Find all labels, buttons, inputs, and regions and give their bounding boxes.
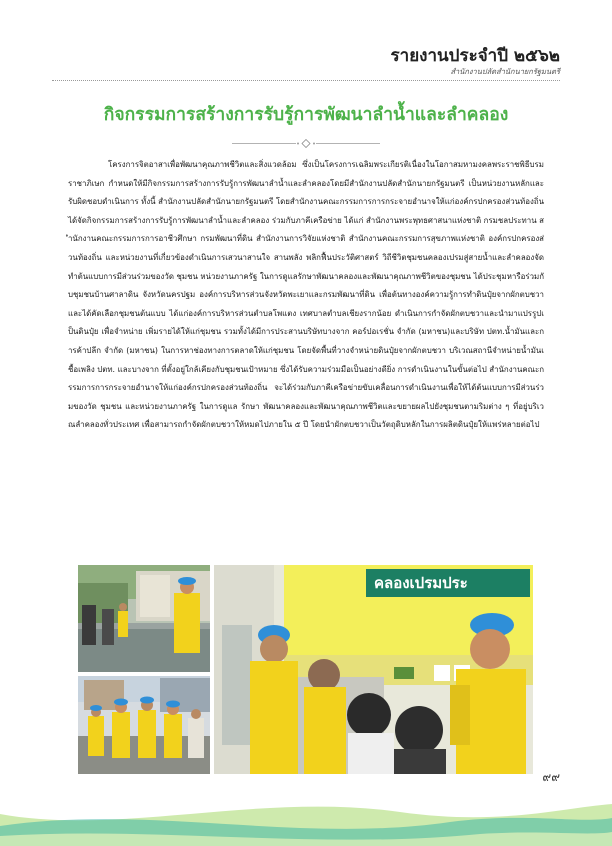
exhibition-sign-text: คลองเปรมประ	[366, 569, 530, 597]
office-name: สำนักงานปลัดสำนักนายกรัฐมนตรี	[450, 67, 560, 76]
article-body: โครงการจิตอาสาเพื่อพัฒนาคุณภาพชีวิตและสิ่งแวดล้อม ซึ่งเป็นโครงการเฉลิมพระเกียรติเนื่องในโอกาสมหามงคลพระราชพิธีบรมราชาภิเษก กำหนดให้มีกิจกรรมการสร้างการรับรู้การพัฒนาลำน้ำและลำคลองโดยมีสำนักงานปลัดสำนักนายกรัฐมนตรี เป็นหน่วยงานหลักและรับผิดชอบดำเนินการ ทั้งนี้ สำนักงานปลัดสำนักนายกรัฐมนตรี โดยสำนักงานคณะกรรมการการกระจายอำนาจให้แก่องค์กรปกครองส่วนท้องถิ่นได้จัดกิจกรรมการสร้างการรับรู้การพัฒนาลำน้ำและลำคลอง ร่วมกับภาคีเครือข่าย ได้แก่ สำนักงานพระพุทธศาสนาแห่งชาติ กรมชลประทาน สำนักงานคณะกรรมการการอาชีวศึกษา กรมพัฒนาที่ดิน สำนักงานการวิจัยแห่งชาติ สำนักงานคณะกรรมการสุขภาพแห่งชาติ องค์กรปกครองส่วนท้องถิ่น และหน่วยงานที่เกี่ยวข้องดำเนินการเสวนาสานใจ สานพลัง พลิกฟื้นประวัติศาสตร์ วิถีชีวิตชุมชนคลองเปรมสู่สายน้ำและลำคลองจัดทำต้นแบบการมีส่วนร่วมของวัด ชุมชน หน่วยงานภาครัฐ ในการดูแลรักษาพัฒนาคลองและพัฒนาคุณภาพชีวิตของชุมชน ได้ประชุมหารือร่วมกับชุมชนบ้านศาลาดิน จังหวัดนครปฐม องค์การบริหารส่วนจังหวัดพะเยาและกรมพัฒนาที่ดิน เพื่อต้นทางองค์ความรู้การทำดินปุ๋ยจากผักตบชวา และได้คัดเลือกชุมชนต้นแบบ ได้แก่องค์การบริหารส่วนตำบลโพแตง เทศบาลตำบลเชียงรากน้อย ดำเนินการกำจัดผักตบชวาและนำมาแปรรูปเป็นดินปุ๋ย เพื่อจำหน่าย เพิ่มรายได้ให้แก่ชุมชน รวมทั้งได้มีการประสานบริษัทบางจาก คอร์ปอเรชั่น จำกัด (มหาชน)และบริษัท ปตท.น้ำมันและการค้าปลีก จำกัด (มหาชน) ในการหาช่องทางการตลาดให้แก่ชุมชน โดยจัดพื้นที่วางจำหน่ายดินปุ๋ยจากผักตบชวา บริเวณสถานีจำหน่ายน้ำมันเชื้อเพลิง ปตท. และบางจาก ที่ตั้งอยู่ใกล้เคียงกับชุมชนเป้าหมาย ซึ่งได้รับความร่วมมือเป็นอย่างดียิ่ง การดำเนินงานในขั้นต่อไป สำนักงานคณะกรรมการการกระจายอำนาจให้แก่องค์กรปกครองส่วนท้องถิ่น จะได้ร่วมกับภาคีเครือข่ายขับเคลื่อนการดำเนินงานเพื่อให้ได้ต้นแบบการมีส่วนร่วมของวัด ชุมชน และหน่วยงานภาครัฐ ในการดูแล รักษา พัฒนาคลองและพัฒนาคุณภาพชีวิตและขยายผลไปยังชุมชนตามริมต่าง ๆ ที่อยู่บริเวณลำคลองทั่วประเทศ เพื่อสามารถกำจัดผักตบชวาให้หมดไปภายใน ๕ ปี โดยนำผักตบชวาเป็นวัตถุดิบหลักในการผลิตดินปุ๋ยให้แพร่หลายต่อไป	[68, 160, 544, 430]
photo-community-visit	[78, 676, 210, 774]
photo-canal-visit	[78, 565, 210, 672]
page-number: ๙๙	[542, 770, 560, 784]
footer-wave-decoration	[0, 774, 612, 846]
photo-exhibition	[214, 565, 533, 774]
report-title: รายงานประจำปี ๒๕๖๒	[390, 46, 560, 66]
page-title: กิจกรรมการสร้างการรับรู้การพัฒนาลำน้ำและลำคลอง	[103, 105, 509, 125]
title-ornament	[232, 139, 380, 148]
header-divider	[52, 80, 560, 81]
